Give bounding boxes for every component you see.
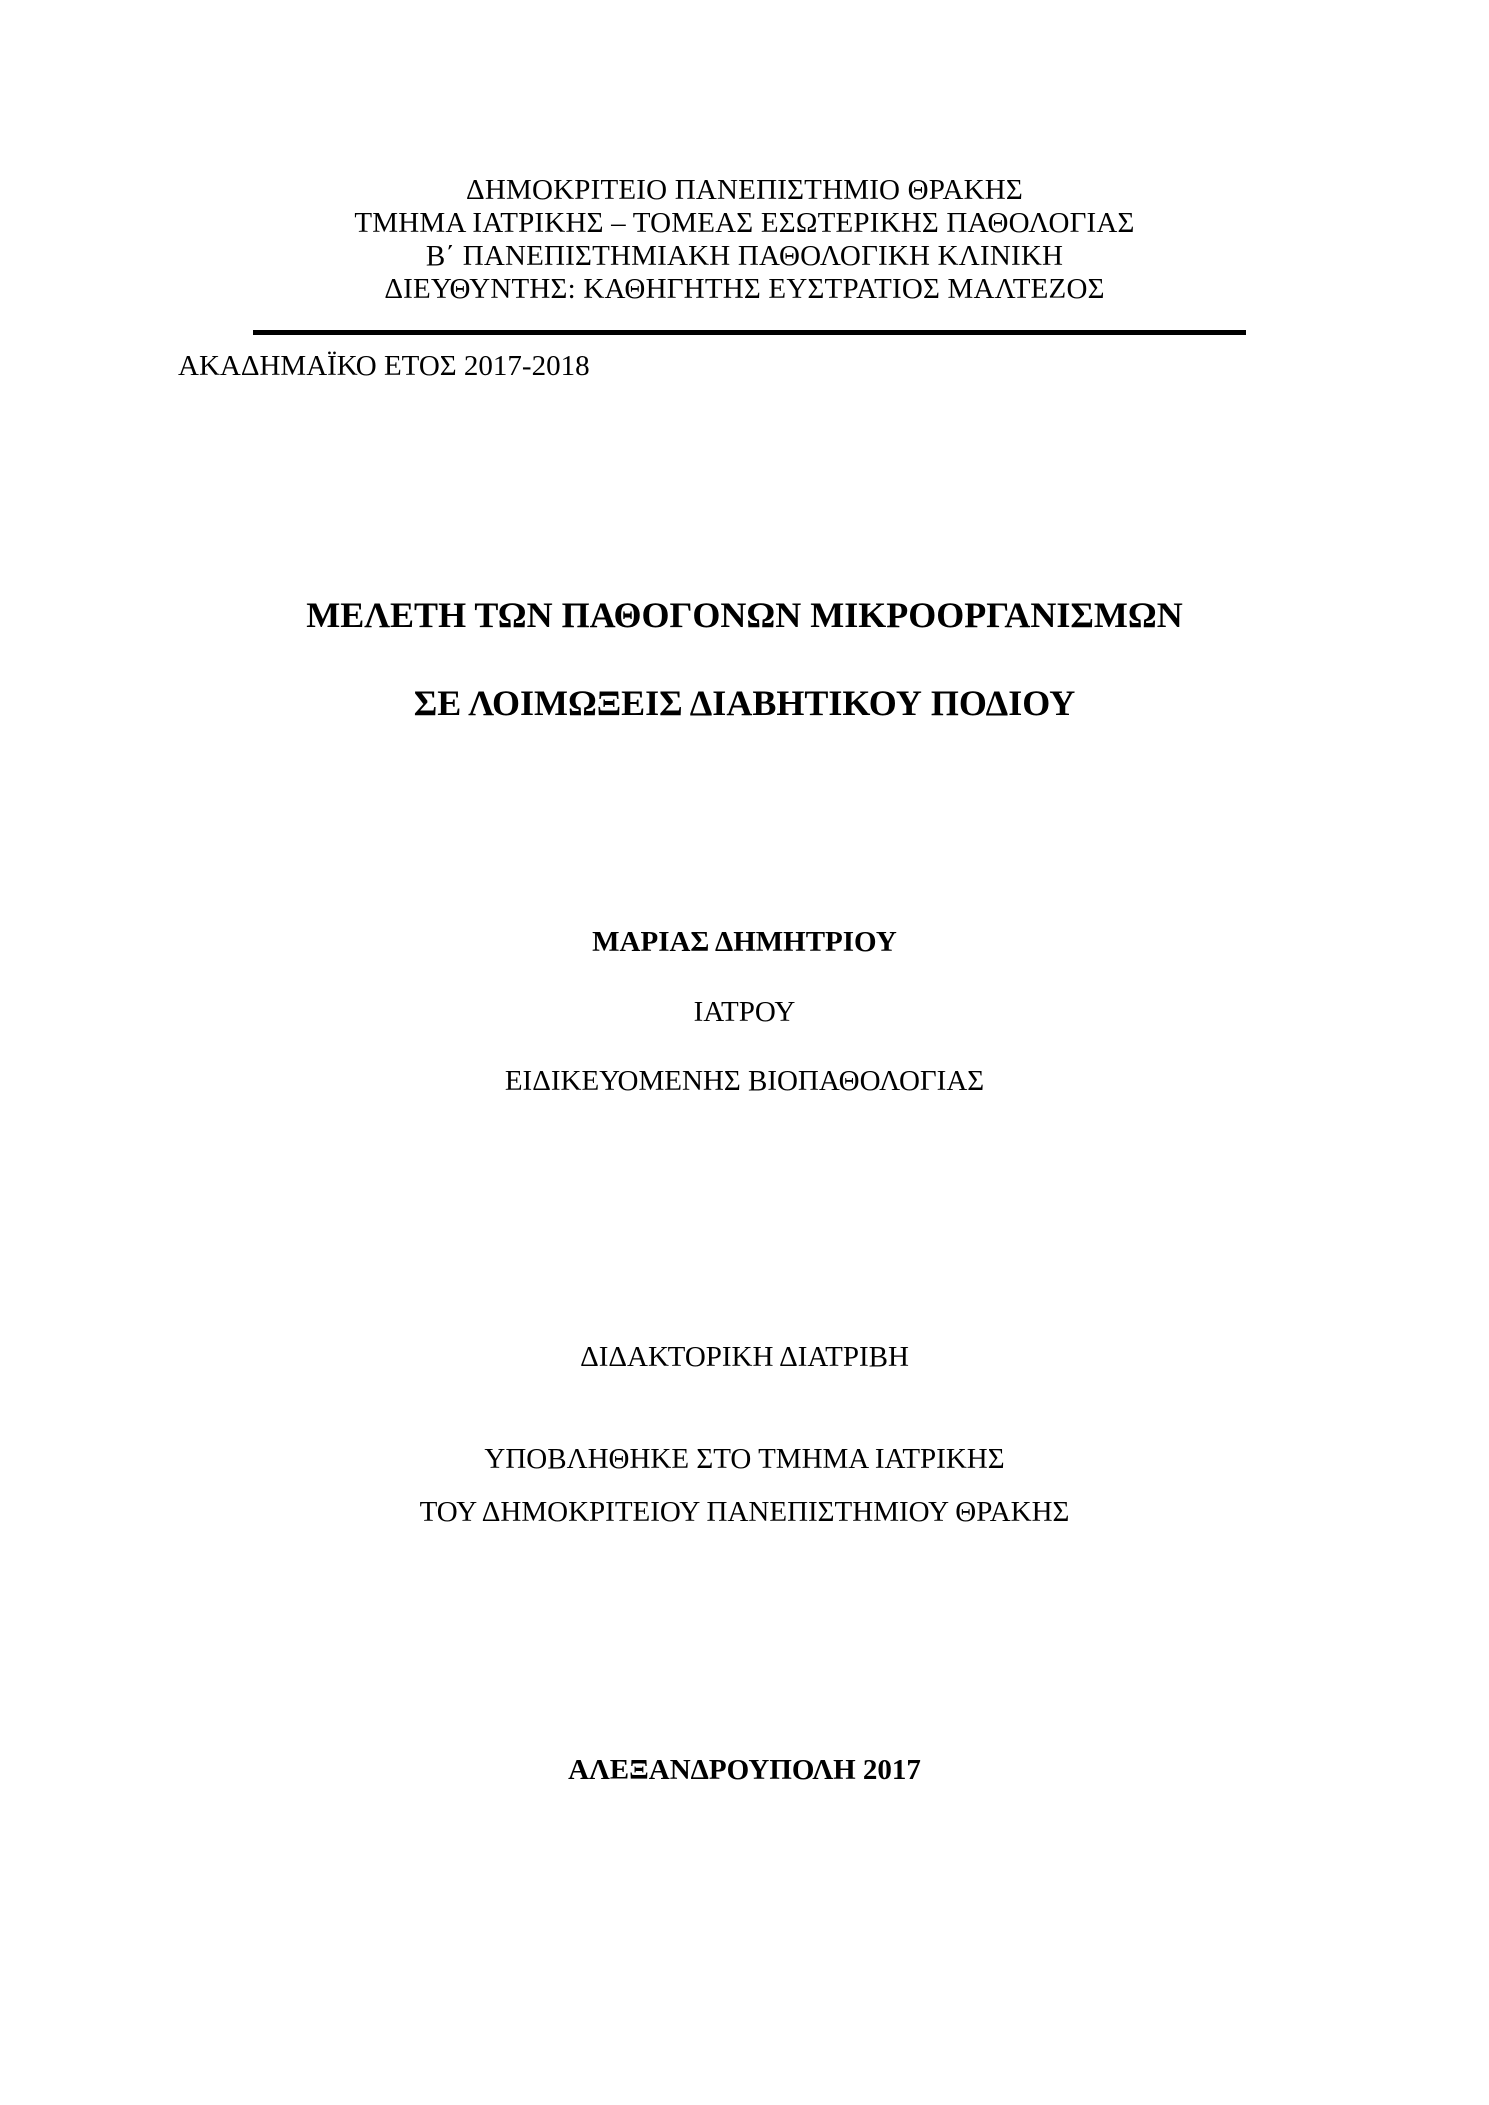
clinic-name: Β΄ ΠΑΝΕΠΙΣΤΗΜΙΑΚΗ ΠΑΘΟΛΟΓΙΚΗ ΚΛΙΝΙΚΗ xyxy=(425,240,1064,272)
thesis-title-line-2: ΣΕ ΛΟΙΜΩΞΕΙΣ ΔΙΑΒΗΤΙΚΟΥ ΠΟΔΙΟΥ xyxy=(413,683,1076,723)
academic-year: ΑΚΑΔΗΜΑΪΚΟ ΕΤΟΣ 2017-2018 xyxy=(178,350,590,382)
place-and-year: ΑΛΕΞΑΝΔΡΟΥΠΟΛΗ 2017 xyxy=(568,1754,921,1786)
author-specialty: ΕΙΔΙΚΕΥΟΜΕΝΗΣ ΒΙΟΠΑΘΟΛΟΓΙΑΣ xyxy=(504,1065,985,1097)
author-role: ΙΑΤΡΟΥ xyxy=(693,996,796,1028)
university-name: ΔΗΜΟΚΡΙΤΕΙΟ ΠΑΝΕΠΙΣΤΗΜΙΟ ΘΡΑΚΗΣ xyxy=(466,174,1023,206)
submission-line-1: ΥΠΟΒΛΗΘΗΚΕ ΣΤΟ ΤΜΗΜΑ ΙΑΤΡΙΚΗΣ xyxy=(484,1443,1005,1475)
thesis-title-line-1: ΜΕΛΕΤΗ ΤΩΝ ΠΑΘΟΓΟΝΩΝ ΜΙΚΡΟΟΡΓΑΝΙΣΜΩΝ xyxy=(306,595,1183,635)
header-divider xyxy=(253,330,1246,335)
director-name: ΔΙΕΥΘΥΝΤΗΣ: ΚΑΘΗΓΗΤΗΣ ΕΥΣΤΡΑΤΙΟΣ ΜΑΛΤΕΖΟΣ xyxy=(384,273,1105,305)
institution-header xyxy=(0,174,1489,306)
author-name: ΜΑΡΙΑΣ ΔΗΜΗΤΡΙΟΥ xyxy=(592,926,897,958)
submission-line-2: ΤΟΥ ΔΗΜΟΚΡΙΤΕΙΟΥ ΠΑΝΕΠΙΣΤΗΜΙΟΥ ΘΡΑΚΗΣ xyxy=(419,1496,1070,1528)
thesis-type: ΔΙΔΑΚΤΟΡΙΚΗ ΔΙΑΤΡΙΒΗ xyxy=(580,1341,909,1373)
department-name: ΤΜΗΜΑ ΙΑΤΡΙΚΗΣ – ΤΟΜΕΑΣ ΕΣΩΤΕΡΙΚΗΣ ΠΑΘΟΛΟΓΙΑΣ xyxy=(354,207,1135,239)
